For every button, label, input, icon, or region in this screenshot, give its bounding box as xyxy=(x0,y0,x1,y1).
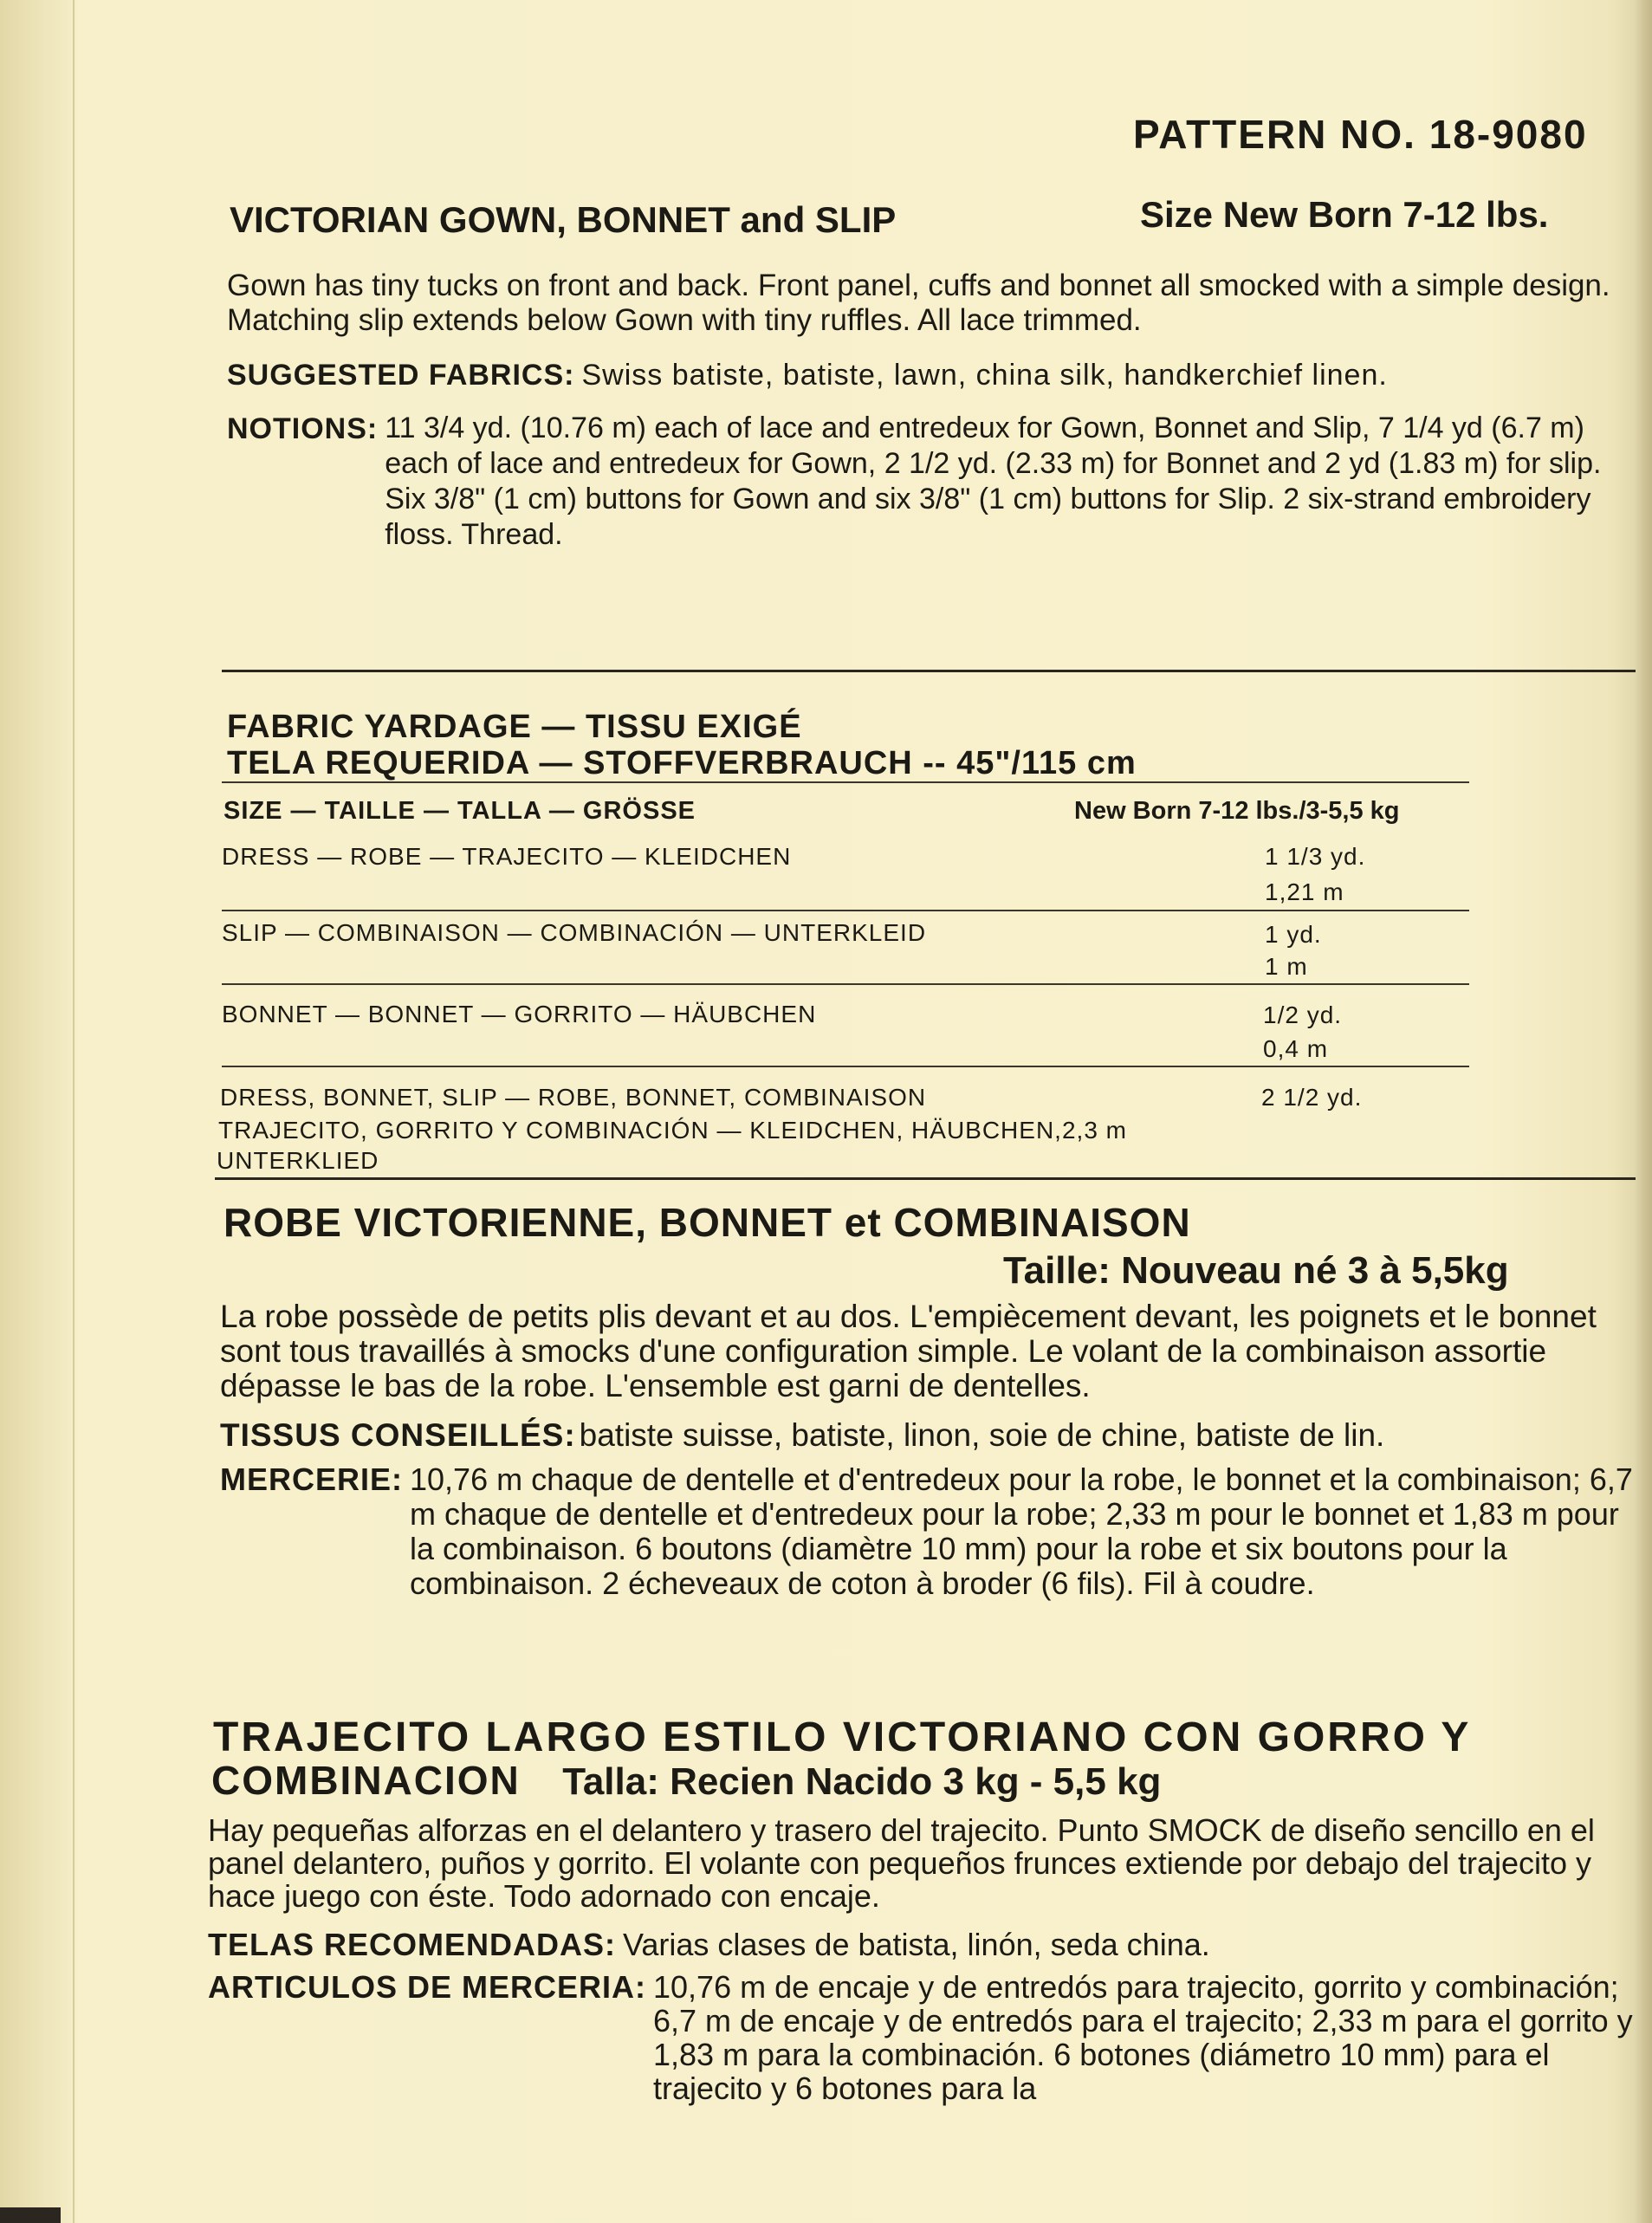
french-size: Taille: Nouveau né 3 à 5,5kg xyxy=(1003,1249,1509,1292)
divider-rule-1 xyxy=(222,670,1636,672)
english-title: VICTORIAN GOWN, BONNET and SLIP xyxy=(230,199,897,240)
yardage-row-yd: 1 yd. xyxy=(1265,921,1322,948)
english-fabrics-text: Swiss batiste, batiste, lawn, china silk, handkerchief linen. xyxy=(581,359,1388,392)
yardage-row-label: SLIP — COMBINAISON — COMBINACIÓN — UNTERKLEID xyxy=(222,919,927,946)
english-size: Size New Born 7-12 lbs. xyxy=(1140,194,1549,235)
yardage-row-m: 1 m xyxy=(1265,953,1308,980)
english-section xyxy=(227,269,1639,553)
spanish-notions xyxy=(208,1970,1637,2105)
french-section xyxy=(220,1299,1641,1601)
paper-left-edge xyxy=(0,0,78,2223)
spanish-title-line-1: TRAJECITO LARGO ESTILO VICTORIANO CON GORRO Y xyxy=(213,1714,1472,1760)
english-notions xyxy=(227,411,1639,553)
yardage-row-m: 0,4 m xyxy=(1263,1035,1329,1062)
combo-yd: 2 1/2 yd. xyxy=(1261,1084,1363,1111)
yardage-row-yd: 1/2 yd. xyxy=(1263,1001,1343,1028)
spanish-title-combinacion: COMBINACION xyxy=(211,1758,521,1803)
size-header: SIZE — TAILLE — TALLA — GRÖSSE xyxy=(224,797,696,825)
yardage-row-rule xyxy=(222,910,1469,911)
yardage-row-rule xyxy=(222,1066,1469,1067)
french-fabrics xyxy=(220,1417,1641,1454)
yardage-row-label: DRESS — ROBE — TRAJECITO — KLEIDCHEN xyxy=(222,843,792,870)
french-description: La robe possède de petits plis devant et au dos. L'empiècement devant, les poignets et le bonnet sont tous travaillés à smocks d'une configuration simple. Le volant de la combinaison assortie dépasse le bas de la robe. L'ensemble est garni de dentelles. xyxy=(220,1299,1597,1403)
english-notions-label: NOTIONS: xyxy=(227,412,379,445)
combo-line-2 xyxy=(218,1114,1127,1147)
french-notions-label: MERCERIE: xyxy=(220,1461,404,1497)
combo-line-2-text: TRAJECITO, GORRITO Y COMBINACIÓN — KLEIDCHEN, HÄUBCHEN, xyxy=(218,1117,1062,1144)
french-title: ROBE VICTORIENNE, BONNET et COMBINAISON xyxy=(224,1200,1191,1245)
french-fabrics-label: TISSUS CONSEILLÉS: xyxy=(220,1417,576,1453)
french-fabrics-text: batiste suisse, batiste, linon, soie de chine, batiste de lin. xyxy=(579,1417,1385,1453)
spanish-title-line-2 xyxy=(211,1757,1161,1804)
yardage-heading-rule xyxy=(222,781,1469,783)
yardage-row-rule xyxy=(222,983,1469,985)
english-description: Gown has tiny tucks on front and back. Front panel, cuffs and bonnet all smocked with a simple design. Matching slip extends below Gown with tiny ruffles. All lace trimmed. xyxy=(227,269,1610,337)
spanish-description: Hay pequeñas alforzas en el delantero y trasero del trajecito. Punto SMOCK de diseño sencillo en el panel delantero, puños y gorrito. El volante con pequeños frunces extiende por debajo del trajecito y hace juego con éste. Todo adornado con encaje. xyxy=(208,1812,1595,1914)
yardage-row-label: BONNET — BONNET — GORRITO — HÄUBCHEN xyxy=(222,1001,817,1027)
combo-line-3: UNTERKLIED xyxy=(217,1147,379,1174)
yardage-heading-2: TELA REQUERIDA — STOFFVERBRAUCH -- 45"/115 cm xyxy=(227,745,1137,781)
pattern-number: PATTERN NO. 18-9080 xyxy=(1133,112,1588,157)
combo-line-1: DRESS, BONNET, SLIP — ROBE, BONNET, COMBINAISON xyxy=(220,1084,927,1111)
spanish-notions-text: 10,76 m de encaje y de entredós para trajecito, gorrito y combinación; 6,7 m de encaje y de entredós para el trajecito; 2,33 m para el gorrito y 1,83 m para la combinación. 6 botones (diámetro 10 mm) para el trajecito y 6 botones para la xyxy=(653,1969,1633,2106)
scan-dark-corner xyxy=(0,2207,61,2223)
english-fabrics xyxy=(227,357,1639,393)
yardage-row-m: 1,21 m xyxy=(1265,878,1344,905)
yardage-heading-1: FABRIC YARDAGE — TISSU EXIGÉ xyxy=(227,709,802,745)
spanish-size: Talla: Recien Nacido 3 kg - 5,5 kg xyxy=(562,1760,1162,1803)
yardage-row-yd: 1 1/3 yd. xyxy=(1265,843,1366,870)
spanish-fabrics xyxy=(208,1927,1637,1963)
french-notions-text: 10,76 m chaque de dentelle et d'entredeux pour la robe, le bonnet et la combinaison; 6,7 m chaque de dentelle et d'entredeux pour la robe; 2,33 m pour le bonnet et 1,83 m pour la combinaison. 6 boutons (diamètre 10 mm) pour la robe et six boutons pour la combinaison. 2 écheveaux de coton à broder (6 fils). Fil à coudre. xyxy=(410,1461,1633,1601)
divider-rule-2 xyxy=(215,1177,1636,1180)
spanish-fabrics-label: TELAS RECOMENDADAS: xyxy=(208,1927,617,1962)
english-fabrics-label: SUGGESTED FABRICS: xyxy=(227,359,575,392)
french-notions xyxy=(220,1462,1641,1601)
english-notions-text: 11 3/4 yd. (10.76 m) each of lace and entredeux for Gown, Bonnet and Slip, 7 1/4 yd (6.7 m) each of lace and entredeux for Gown, 2 1/2 yd. (2.33 m) for Bonnet and 2 yd (1.83 m) for slip. Six 3/8" (1 cm) buttons for Gown and six 3/8" (1 cm) buttons for Slip. 2 six-strand embroidery floss. Thread. xyxy=(385,412,1602,551)
spanish-section xyxy=(208,1814,1637,2105)
spanish-notions-label: ARTICULOS DE MERCERIA: xyxy=(208,1969,646,2005)
size-value: New Born 7-12 lbs./3-5,5 kg xyxy=(1074,797,1400,825)
spanish-fabrics-text: Varias clases de batista, linón, seda china. xyxy=(623,1927,1210,1962)
combo-m: 2,3 m xyxy=(1061,1117,1127,1144)
